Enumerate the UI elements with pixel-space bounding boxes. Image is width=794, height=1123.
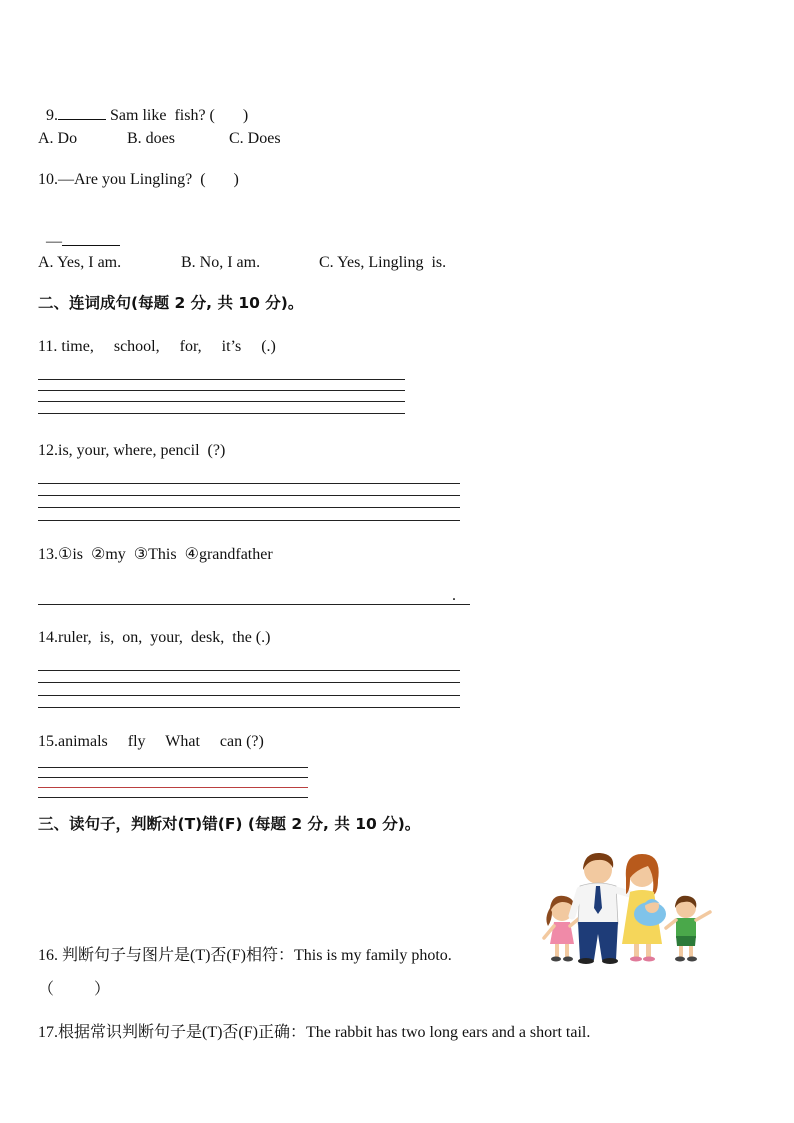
- writing-line: [38, 401, 405, 402]
- q9-option-b: B. does: [127, 130, 175, 147]
- writing-line: [38, 495, 460, 496]
- answer-line: [38, 604, 470, 605]
- writing-line: [38, 390, 405, 391]
- question-16: 16. 判断句子与图片是(T)否(F)相符：This is my family photo.: [38, 947, 452, 964]
- reply-dash: —: [46, 233, 62, 250]
- question-9-text: Sam like fish? ( ): [106, 107, 249, 124]
- answer-blank: [58, 105, 106, 120]
- writing-line: [38, 670, 460, 671]
- writing-line: [38, 767, 308, 768]
- question-15: 15.animals fly What can (?): [38, 733, 264, 750]
- q9-option-a: A. Do: [38, 130, 78, 147]
- question-9: [38, 89, 248, 124]
- writing-line: [38, 707, 460, 708]
- question-13: 13.①is ②my ③This ④grandfather: [38, 546, 273, 563]
- section-2-heading: 二、连词成句(每题 2 分, 共 10 分)。: [38, 294, 304, 312]
- question-10: 10.—Are you Lingling? ( ): [38, 171, 239, 188]
- writing-line: [38, 787, 308, 788]
- question-13-period: .: [452, 587, 456, 604]
- question-11: 11. time, school, for, it’s (.): [38, 338, 276, 355]
- writing-line: [38, 682, 460, 683]
- question-9-number: 9.: [46, 107, 58, 124]
- writing-line: [38, 413, 405, 414]
- question-16-answer-brackets: （ ）: [38, 981, 111, 998]
- question-10-reply: [38, 215, 120, 250]
- writing-line: [38, 379, 405, 380]
- question-14: 14.ruler, is, on, your, desk, the (.): [38, 629, 271, 646]
- writing-line: [38, 797, 308, 798]
- writing-line: [38, 483, 460, 484]
- writing-line: [38, 507, 460, 508]
- answer-blank: [62, 231, 120, 246]
- q10-option-a: A. Yes, I am.: [38, 254, 122, 271]
- question-17: 17.根据常识判断句子是(T)否(F)正确：The rabbit has two long ears and a short tail.: [38, 1024, 591, 1041]
- family-illustration-icon: [538, 848, 718, 966]
- writing-line: [38, 777, 308, 778]
- section-3-heading: 三、读句子，判断对(T)错(F) (每题 2 分, 共 10 分)。: [38, 815, 421, 833]
- q10-option-c: C. Yes, Lingling is.: [319, 254, 447, 271]
- writing-line: [38, 695, 460, 696]
- q9-option-c: C. Does: [229, 130, 281, 147]
- q10-option-b: B. No, I am.: [181, 254, 261, 271]
- question-12: 12.is, your, where, pencil (?): [38, 442, 226, 459]
- writing-line: [38, 520, 460, 521]
